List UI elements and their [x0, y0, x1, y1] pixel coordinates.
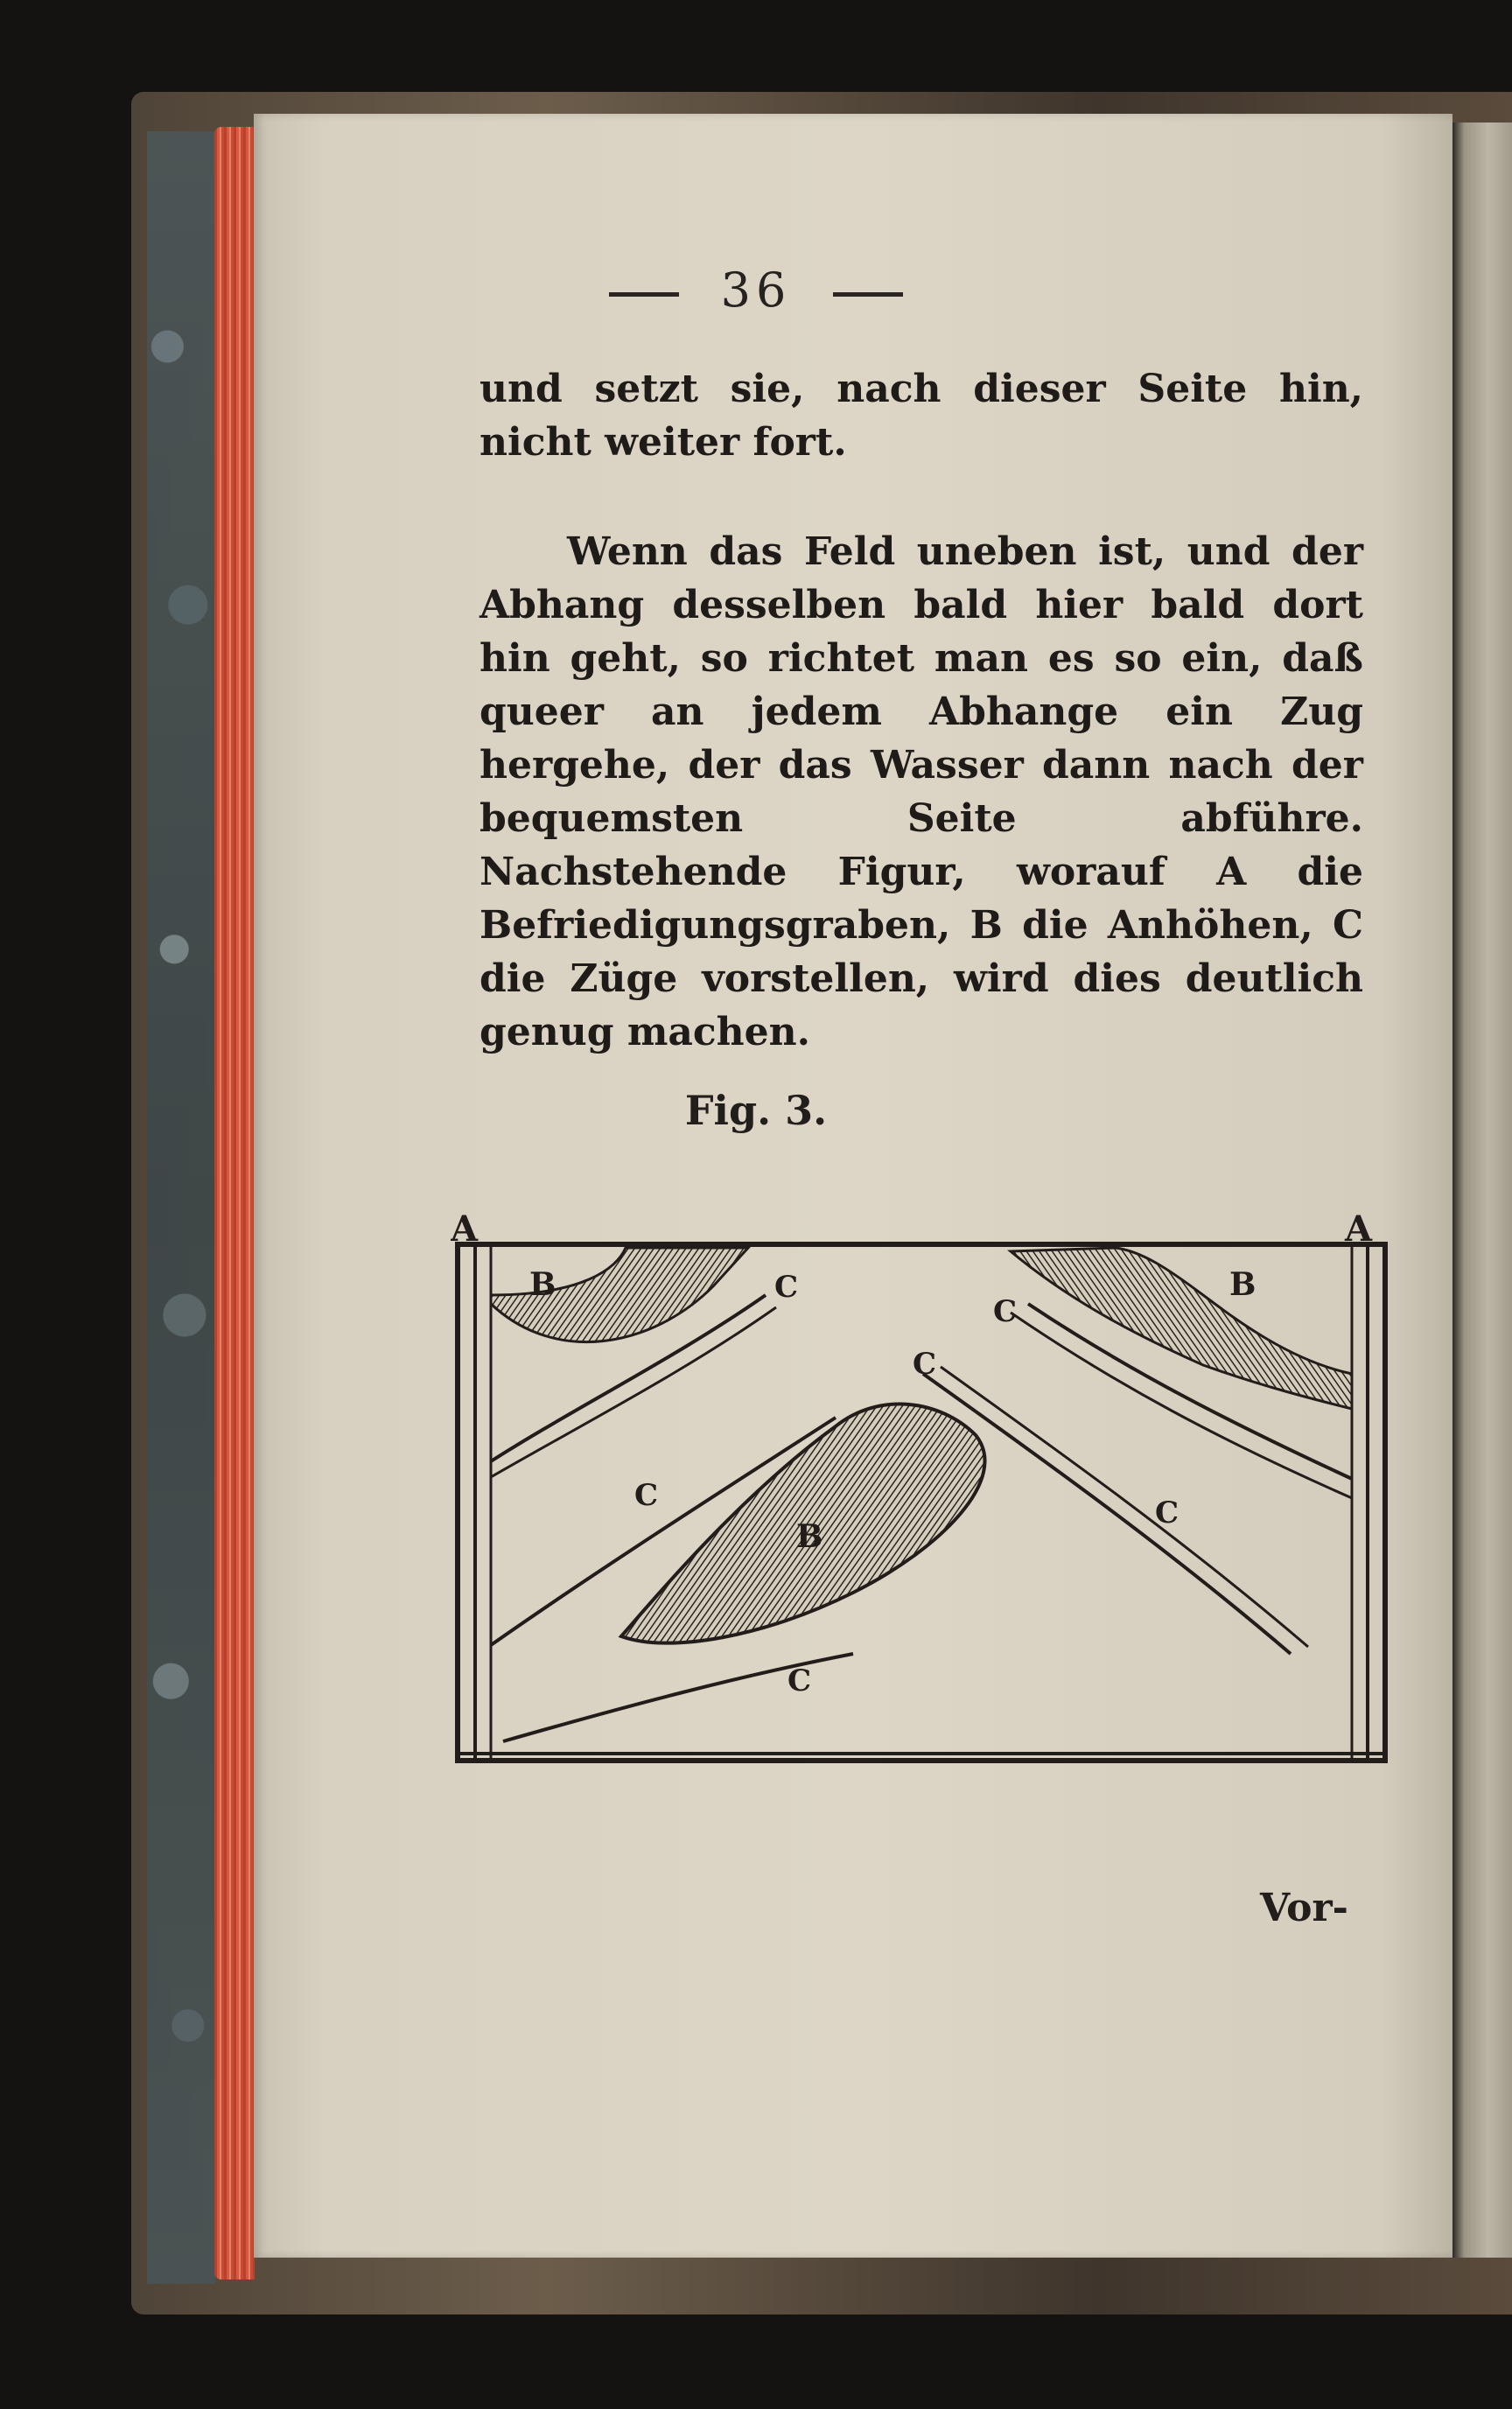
- catchword: Vor-: [1260, 1886, 1348, 1930]
- label-c-3: C: [913, 1347, 937, 1382]
- paragraph-2: Wenn das Feld uneben ist, und der Abhang desselben bald hier bald dort hin geht, so richtet man es so ein, daß queer an jedem Abhange ein Zug hergehe, der das Wasser dann nach der bequemsten Seite abführe. Nachstehende Figur, worauf A die Befriedigungsgraben, B die Anhöhen, C die Züge vorstellen, wird dies deutlich genug machen.: [480, 529, 1363, 1054]
- label-c-4: C: [634, 1478, 659, 1513]
- label-c-5: C: [1155, 1495, 1180, 1530]
- facing-page-edge: [1452, 123, 1512, 2258]
- marbled-cover-edge: [147, 131, 215, 2284]
- header-dash-left: [609, 292, 679, 297]
- label-b-center: B: [796, 1518, 823, 1555]
- label-a-left: A: [451, 1208, 479, 1250]
- figure-3-woodcut: [451, 1199, 1396, 1768]
- label-b-top-left: B: [529, 1266, 556, 1303]
- channel-diagonal-right-2: [941, 1367, 1308, 1647]
- page-number: 36: [720, 263, 792, 318]
- label-c-2: C: [993, 1294, 1018, 1329]
- hill-top-right: [1011, 1248, 1352, 1409]
- red-page-edges: [214, 127, 255, 2279]
- paragraph-1: und setzt sie, nach dieser Seite hin, nicht weiter fort.: [480, 367, 1363, 465]
- label-c-1: C: [774, 1270, 799, 1305]
- page-header: [0, 263, 1512, 318]
- label-a-right: A: [1345, 1208, 1373, 1250]
- header-dash-right: [833, 292, 903, 297]
- figure-caption: Fig. 3.: [684, 1087, 828, 1134]
- channel-diagonal-right: [923, 1374, 1291, 1654]
- label-b-top-right: B: [1229, 1266, 1256, 1303]
- label-c-6: C: [788, 1663, 812, 1698]
